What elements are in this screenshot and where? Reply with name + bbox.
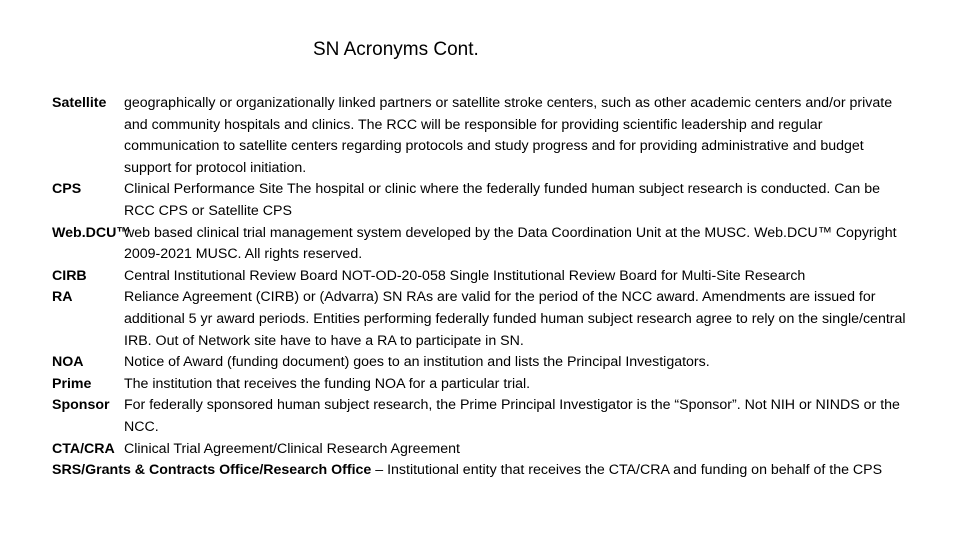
acronym-definition: – Institutional entity that receives the CTA/CRA and funding on behalf of the CPS <box>375 462 883 479</box>
acronym-entry-webdcu <box>52 223 912 266</box>
acronym-definition: For federally sponsored human subject research, the Prime Principal Investigator is the “Sponsor”. Not NIH or NINDS or the NCC. <box>124 397 900 435</box>
acronym-definition: geographically or organizationally linked partners or satellite stroke centers, such as other academic centers and/or private and community hospitals and clinics. The RCC will be responsible for providing scientific leadership and regular communication to satellite centers regarding protocols and study progress and for providing administrative and budget support for protocol initiation. <box>124 95 893 176</box>
acronym-entry-noa <box>52 352 912 374</box>
acronym-entry-cirb <box>52 266 912 288</box>
acronym-definition: web based clinical trial management system developed by the Data Coordination Unit at the MUSC. Web.DCU™ Copyright 2009-2021 MUSC. All rights reserved. <box>124 224 897 263</box>
acronym-definition: Clinical Performance Site The hospital or clinic where the federally funded human subject research is conducted. Can be RCC CPS or Satellite CPS <box>124 181 881 219</box>
acronym-entry-ra <box>52 287 912 352</box>
slide-title: SN Acronyms Cont. <box>313 39 479 60</box>
acronym-definition: Reliance Agreement (CIRB) or (Advarra) SN RAs are valid for the period of the NCC award. Amendments are issued for additional 5 yr award periods. Entities performing federally funded human subject research agree to rely on the single/central IRB. Out of Network site have to have a RA to participate in SN. <box>124 289 906 349</box>
acronym-term: Satellite <box>52 95 107 111</box>
acronym-term: Sponsor <box>52 397 110 414</box>
acronym-term: SRS/Grants & Contracts Office/Research Office <box>52 462 376 479</box>
acronym-entry-cps <box>52 179 912 222</box>
acronym-term: Web.DCU™ <box>52 224 131 241</box>
acronym-term: CIRB <box>52 267 87 284</box>
acronym-list <box>52 93 912 482</box>
acronym-term: RA <box>52 289 73 306</box>
acronym-term: Prime <box>52 375 92 392</box>
acronym-term: CTA/CRA <box>52 440 115 457</box>
acronym-entry-sponsor <box>52 395 912 438</box>
acronym-definition: Clinical Trial Agreement/Clinical Research Agreement <box>124 440 460 457</box>
acronym-term: NOA <box>52 354 84 371</box>
acronym-definition: Notice of Award (funding document) goes to an institution and lists the Principal Investigators. <box>124 354 710 371</box>
acronym-definition: The institution that receives the funding NOA for a particular trial. <box>124 375 531 392</box>
acronym-entry-cta-cra <box>52 439 912 461</box>
acronym-entry-prime <box>52 374 912 396</box>
acronym-definition: Central Institutional Review Board NOT-OD-20-058 Single Institutional Review Board for Multi-Site Research <box>124 267 806 284</box>
acronym-entry-satellite <box>52 93 912 179</box>
acronym-entry-srs <box>52 460 912 482</box>
acronym-term: CPS <box>52 181 82 198</box>
